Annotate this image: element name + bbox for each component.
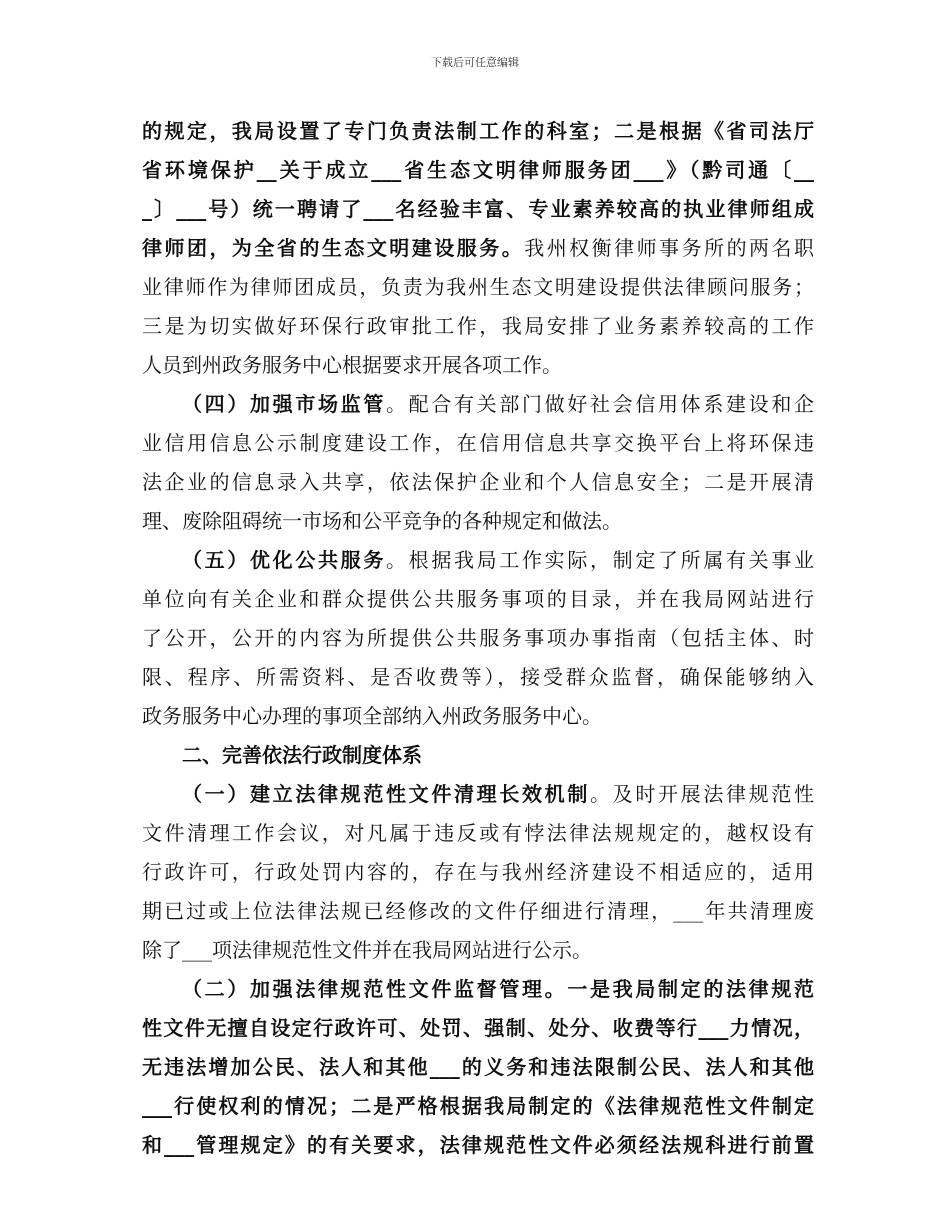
text-segment: 三是为切实做好环保行政审批工作，我局安排了业务素养较高的工作 xyxy=(142,314,814,338)
text-line xyxy=(142,151,814,190)
bold-text-segment: 省环境保护__关于成立___省生态文明律师服务团___》（黔司通〔__ xyxy=(142,158,814,182)
bold-text-segment: _〕___号）统一聘请了___名经验丰富、专业素养较高的执业律师组成 xyxy=(142,197,814,221)
text-line xyxy=(142,268,814,307)
text-segment: 期已过或上位法律法规已经修改的文件仔细进行清理，___年共清理废 xyxy=(142,899,814,923)
text-line xyxy=(142,658,814,697)
text-segment: 。根据我局工作实际，制定了所属有关事业 xyxy=(386,548,814,572)
text-line xyxy=(142,892,814,931)
text-line xyxy=(142,1048,814,1087)
bold-text-segment: （一）建立法律规范性文件清理长效机制 xyxy=(182,782,590,806)
text-segment: 了公开，公开的内容为所提供公共服务事项办事指南（包括主体、时 xyxy=(142,626,814,650)
text-line xyxy=(142,424,814,463)
text-segment: 政务服务中心办理的事项全部纳入州政务服务中心。 xyxy=(142,704,602,728)
bold-text-segment: 性文件无擅自设定行政许可、处罚、强制、处分、收费等行___力情况， xyxy=(142,1016,814,1040)
text-line xyxy=(142,463,814,502)
text-segment: 人员到州政务服务中心根据要求开展各项工作。 xyxy=(142,353,562,377)
text-line xyxy=(142,307,814,346)
text-line xyxy=(142,346,814,385)
bold-text-segment: 的规定，我局设置了专门负责法制工作的科室；二是根据《省司法厅 xyxy=(142,119,814,143)
text-segment: 。及时开展法律规范性 xyxy=(590,782,814,806)
bold-text-segment: ___行使权利的情况；二是严格根据我局制定的《法律规范性文件制定 xyxy=(142,1094,814,1118)
text-segment: 。配合有关部门做好社会信用体系建设和企 xyxy=(386,392,814,416)
text-segment: 限、程序、所需资料、是否收费等），接受群众监督，确保能够纳入 xyxy=(142,665,814,689)
text-segment: 业信用信息公示制度建设工作，在信用信息共享交换平台上将环保违 xyxy=(142,431,814,455)
bold-text-segment: （四）加强市场监管 xyxy=(182,392,386,416)
text-line xyxy=(142,1009,814,1048)
text-line xyxy=(142,1087,814,1126)
text-line xyxy=(142,229,814,268)
text-line xyxy=(142,970,814,1009)
bold-text-segment: 二、完善依法行政制度体系 xyxy=(182,743,422,767)
bold-text-segment: （二）加强法律规范性文件监督管理。一是我局制定的法律规范 xyxy=(182,977,814,1001)
text-line xyxy=(142,853,814,892)
text-segment: 除了___项法律规范性文件并在我局网站进行公示。 xyxy=(142,938,592,962)
text-line xyxy=(142,580,814,619)
document-body xyxy=(142,112,814,1165)
text-line xyxy=(142,112,814,151)
bold-text-segment: 和___管理规定》的有关要求，法律规范性文件必须经法规科进行前置 xyxy=(142,1133,814,1157)
text-line xyxy=(142,541,814,580)
text-line xyxy=(142,931,814,970)
text-line xyxy=(142,619,814,658)
bold-text-segment: 律师团，为全省的生态文明建设服务。 xyxy=(142,236,525,260)
text-segment: 单位向有关企业和群众提供公共服务事项的目录，并在我局网站进行 xyxy=(142,587,814,611)
text-line xyxy=(142,190,814,229)
text-line xyxy=(142,1126,814,1165)
bold-text-segment: 无违法增加公民、法人和其他___的义务和违法限制公民、法人和其他 xyxy=(142,1055,814,1079)
bold-text-segment: （五）优化公共服务 xyxy=(182,548,386,572)
text-segment: 业律师作为律师团成员，负责为我州生态文明建设提供法律顾问服务； xyxy=(142,275,814,299)
text-line xyxy=(142,814,814,853)
text-segment: 文件清理工作会议，对凡属于违反或有悖法律法规规定的，越权设有 xyxy=(142,821,814,845)
page-header-note: 下载后可任意编辑 xyxy=(431,56,519,69)
text-line xyxy=(142,736,814,775)
text-segment: 理、废除阻碍统一市场和公平竞争的各种规定和做法。 xyxy=(142,509,622,533)
text-line xyxy=(142,502,814,541)
text-line xyxy=(142,385,814,424)
text-segment: 行政许可，行政处罚内容的，存在与我州经济建设不相适应的，适用 xyxy=(142,860,814,884)
text-line xyxy=(142,697,814,736)
text-segment: 法企业的信息录入共享，依法保护企业和个人信息安全；二是开展清 xyxy=(142,470,814,494)
text-line xyxy=(142,775,814,814)
text-segment: 我州权衡律师事务所的两名职 xyxy=(524,236,814,260)
